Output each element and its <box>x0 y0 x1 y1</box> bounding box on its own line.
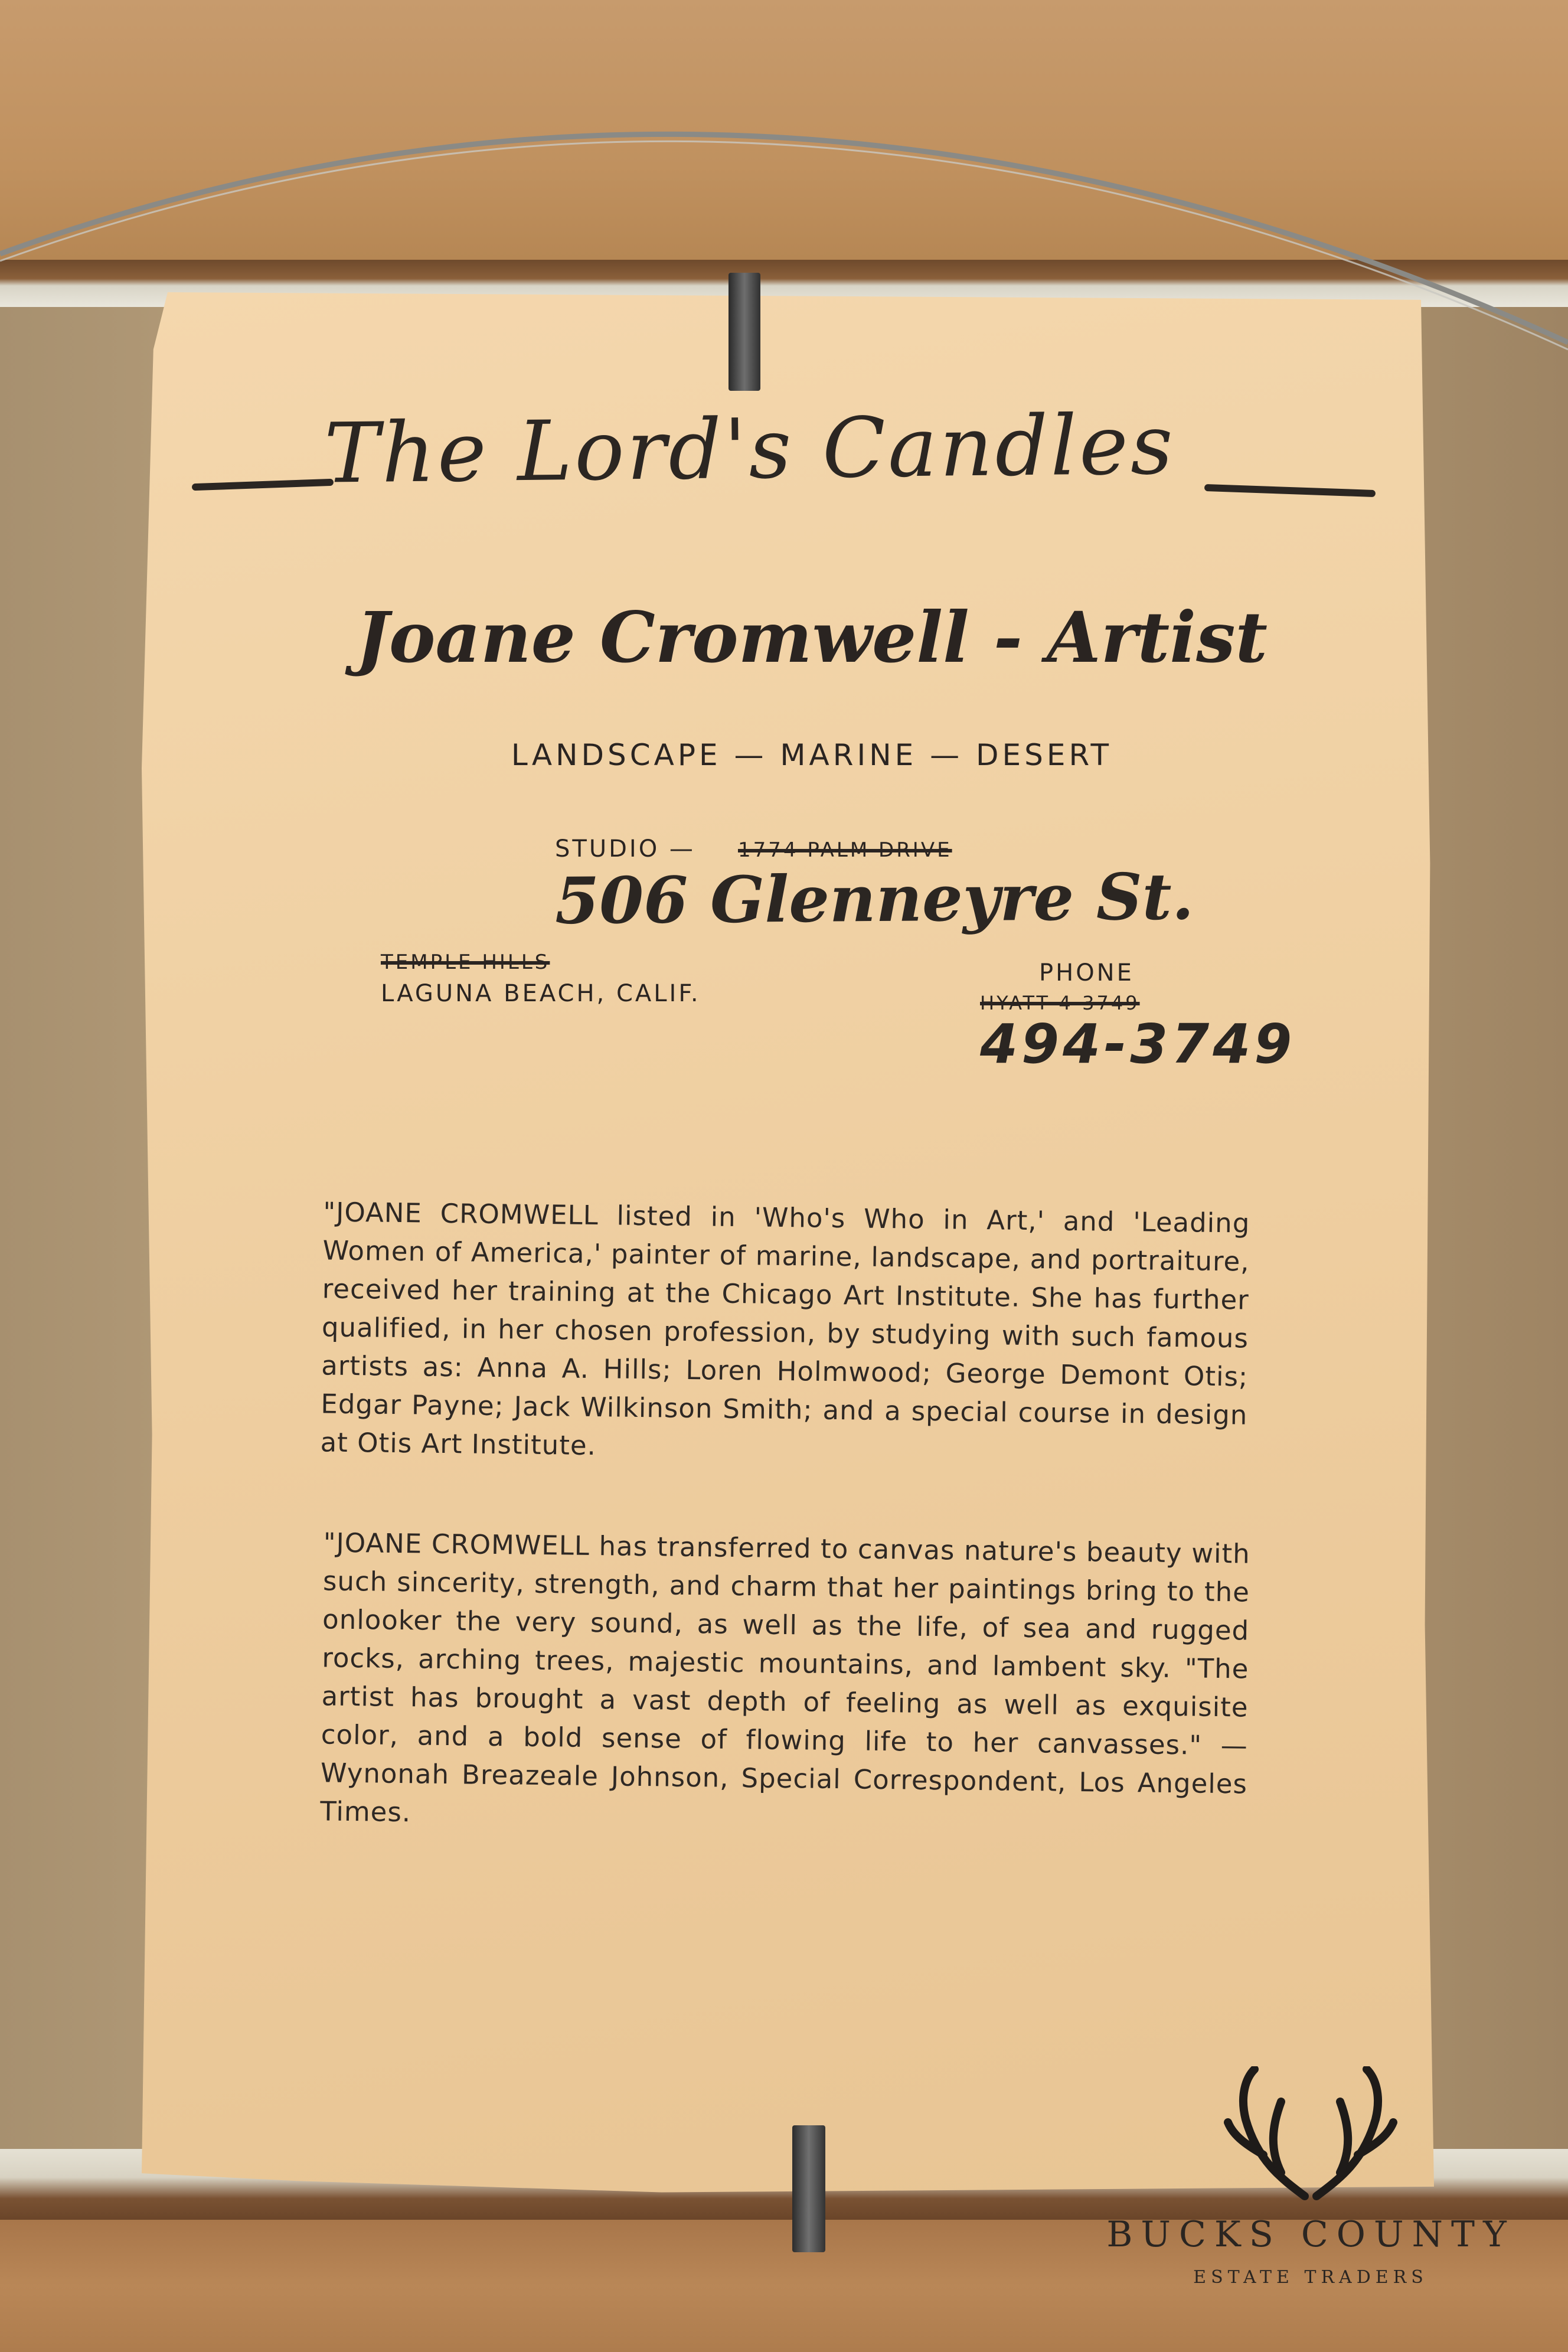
hanging-wire <box>0 0 1568 354</box>
mounting-clip-bottom <box>792 2125 825 2252</box>
artist-name-heading: Joane Cromwell - Artist <box>355 596 1268 678</box>
phone-struck: HYATT 4-3749 <box>980 992 1140 1014</box>
mounting-clip-top <box>729 273 760 391</box>
specialties-line: LANDSCAPE — MARINE — DESERT <box>511 738 1113 772</box>
studio-label: STUDIO — <box>555 835 695 863</box>
watermark-name: BUCKS COUNTY <box>1106 2214 1515 2255</box>
phone-handwritten: 494-3749 <box>980 1012 1296 1076</box>
antlers-icon <box>1222 2066 1399 2202</box>
studio-address-struck: 1774 PALM DRIVE <box>738 838 952 862</box>
bio-paragraph-1: "JOANE CROMWELL listed in 'Who's Who in Art,' and 'Leading Women of America,' painter of marine, landscape, and portraiture, received her training at the Chicago Art Institute. She has further qualified, in her chosen profession, by studying with such famous artists as: Anna A. Hills; Loren Holmwood; George Demont Otis; Edgar Payne; Jack Wilkinson Smith; and a special course in design at Otis Art Institute. <box>320 1196 1250 1462</box>
phone-label: PHONE <box>1039 959 1134 986</box>
studio-address-handwritten: 506 Glenneyre St. <box>554 860 1194 939</box>
handwritten-artwork-title: The Lord's Candles <box>324 397 1176 502</box>
watermark-subtitle: ESTATE TRADERS <box>1193 2267 1428 2288</box>
bucks-county-watermark <box>1098 2066 1523 2302</box>
city-struck: TEMPLE HILLS <box>381 950 550 974</box>
bio-paragraph-2: "JOANE CROMWELL has transferred to canvas nature's beauty with such sincerity, strength, and charm that her paintings bring to the onlooker the very sound, as well as the life, of sea and rugged rocks, arching trees, majestic mountains, and lambent sky. "The artist has brought a vast depth of feeling as well as exquisite color, and a bold sense of flowing life to her canvasses." — Wynonah Breazeale Johnson, Special Correspondent, Los Angeles Times. <box>319 1527 1251 1828</box>
city-line: LAGUNA BEACH, CALIF. <box>381 980 701 1007</box>
